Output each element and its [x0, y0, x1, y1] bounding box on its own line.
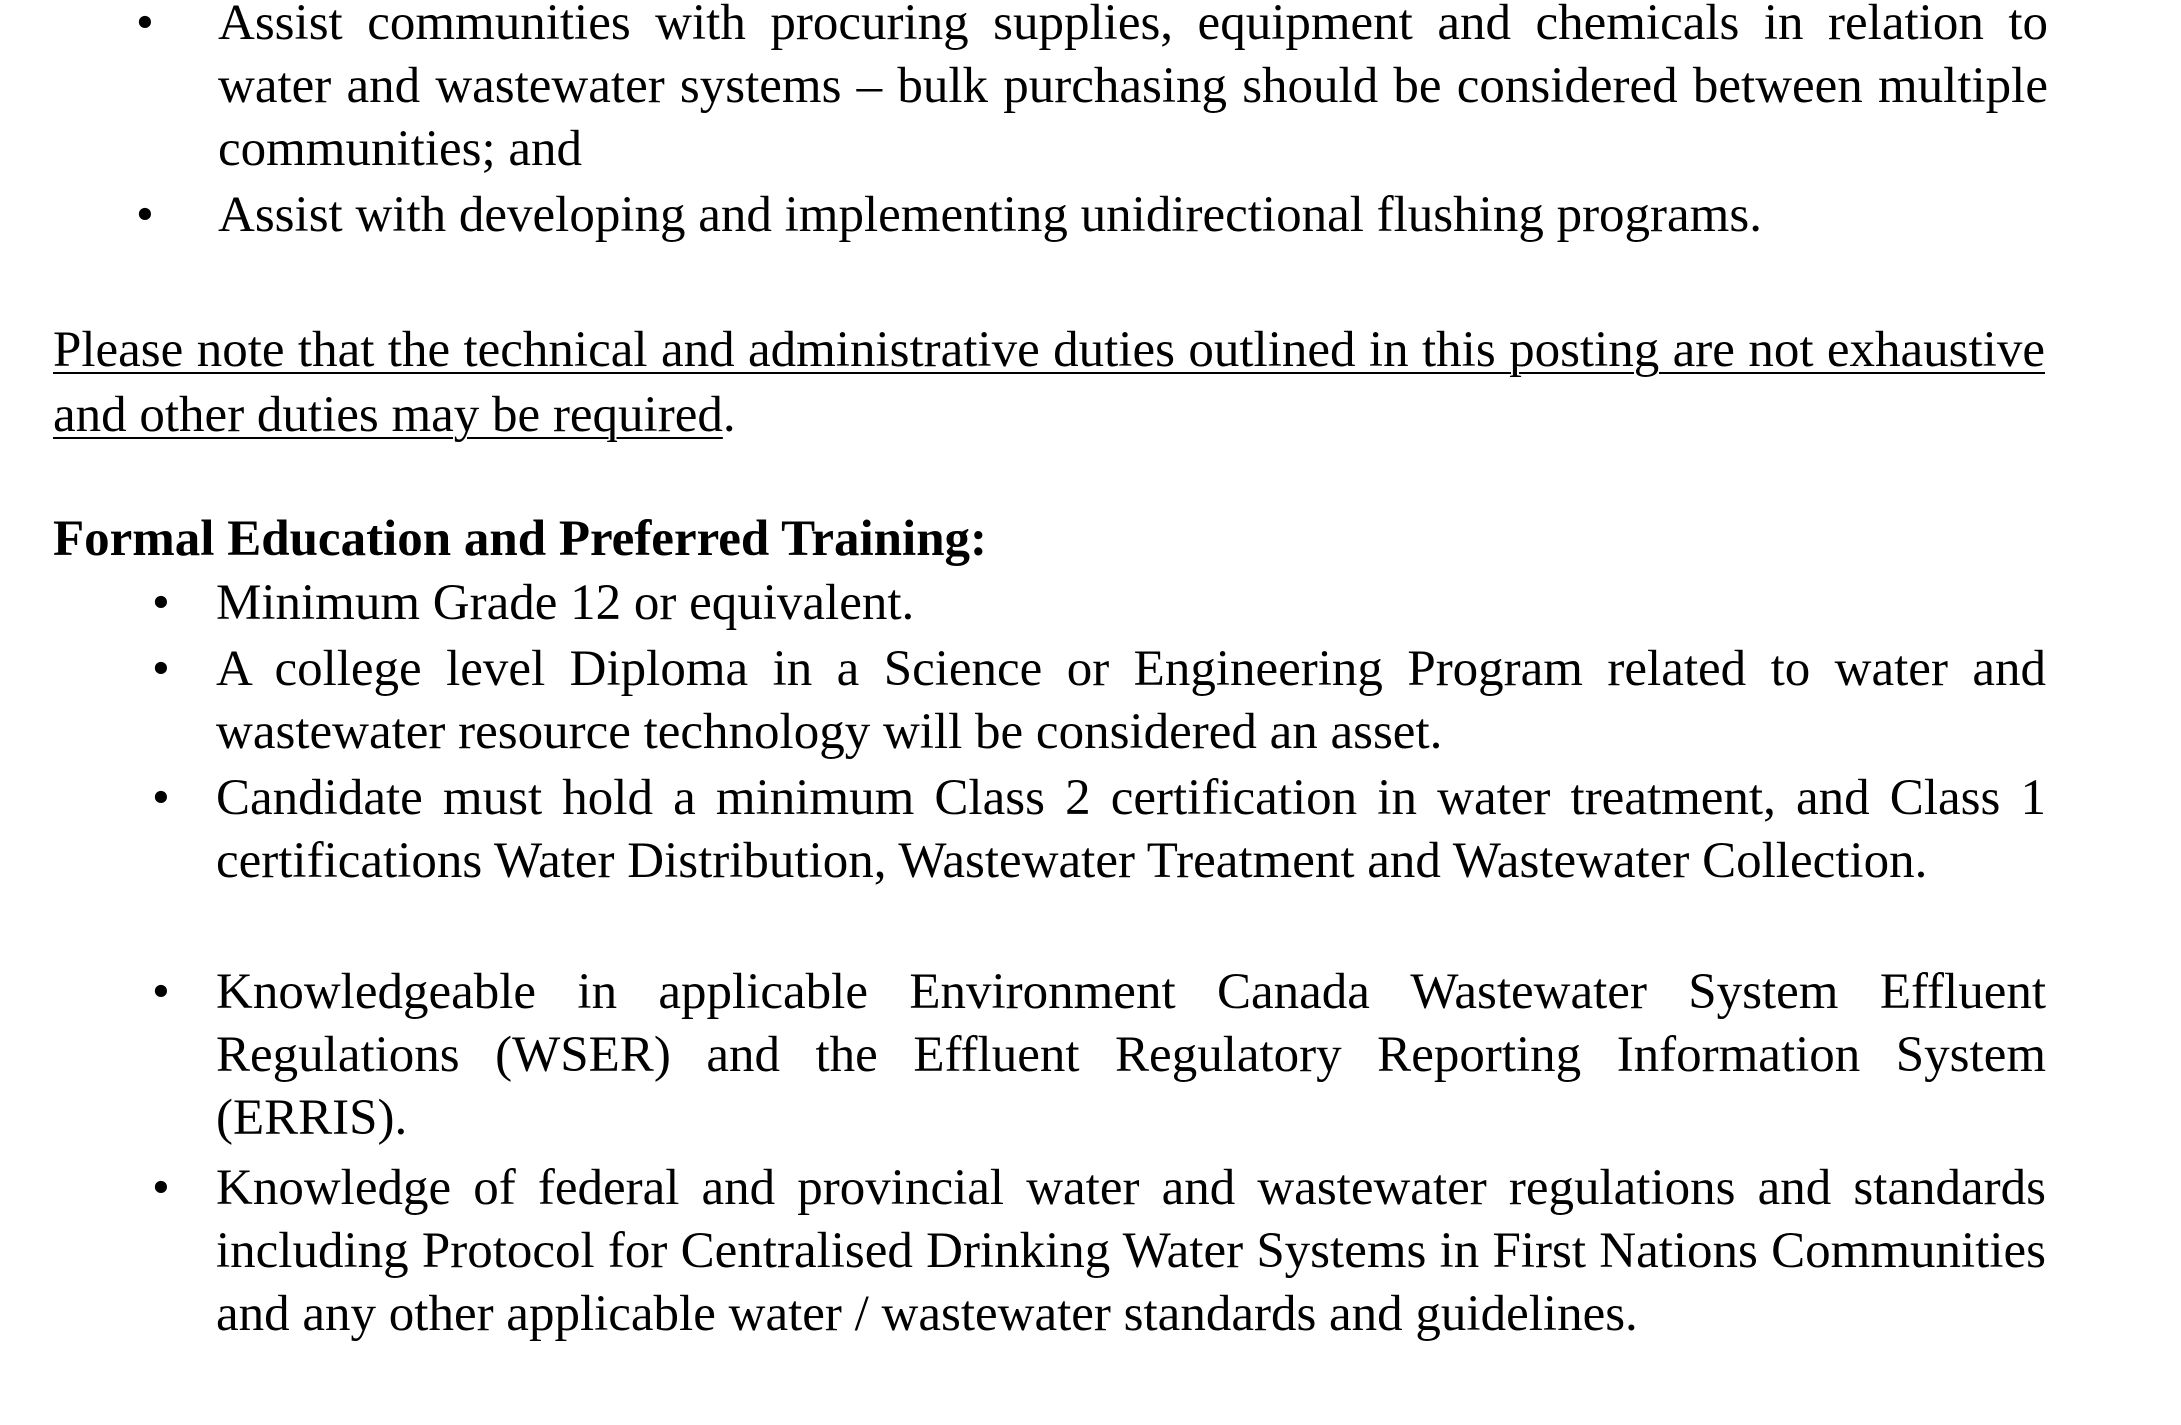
duties-note: [53, 318, 2045, 448]
list-item-text: Candidate must hold a minimum Class 2 certification in water treatment, and Class 1 certifications Water Distribution, Wastewater Treatment and Wastewater Collection.: [216, 770, 2046, 889]
list-item-text: Minimum Grade 12 or equivalent.: [216, 575, 915, 631]
bullet-icon: •: [152, 770, 170, 826]
list-item-text: Assist with developing and implementing unidirectional flushing programs.: [218, 187, 1762, 243]
duties-note-period: .: [722, 387, 736, 443]
bullet-icon: •: [152, 641, 170, 697]
bullet-icon: •: [152, 964, 170, 1020]
list-item-text: Assist communities with procuring supplies, equipment and chemicals in relation to water and wastewater systems – bulk purchasing should be considered between multiple communities; and: [218, 0, 2048, 177]
bullet-icon: •: [152, 575, 170, 631]
bullet-icon: •: [152, 1160, 170, 1216]
section-heading: Formal Education and Preferred Training:: [53, 511, 988, 567]
duties-note-underlined: Please note that the technical and administrative duties outlined in this posting are not exhaustive and other duties may be required: [53, 322, 2045, 443]
bullet-icon: •: [136, 187, 154, 243]
list-item-text: Knowledgeable in applicable Environment Canada Wastewater System Effluent Regulations (WSER) and the Effluent Regulatory Reporting Information System (ERRIS).: [216, 964, 2046, 1146]
bullet-icon: •: [136, 0, 154, 51]
list-item-text: A college level Diploma in a Science or Engineering Program related to water and wastewater resource technology will be considered an asset.: [216, 641, 2046, 760]
list-item-text: Knowledge of federal and provincial water and wastewater regulations and standards including Protocol for Centralised Drinking Water Systems in First Nations Communities and any other applicable water / wastewater standards and guidelines.: [216, 1160, 2046, 1342]
